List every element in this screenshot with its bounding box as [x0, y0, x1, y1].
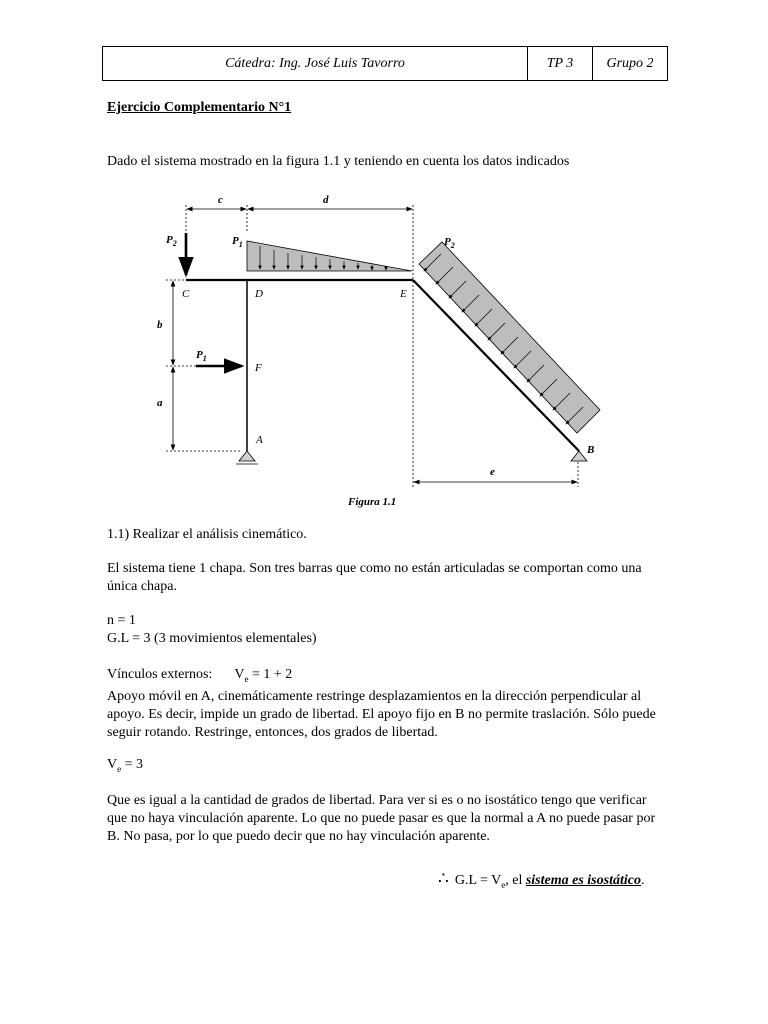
- question-1-1: 1.1) Realizar el análisis cinemático.: [107, 527, 307, 542]
- intro-text: Dado el sistema mostrado en la figura 1.1 y teniendo en cuenta los datos indicados: [107, 154, 570, 169]
- node-e: E: [400, 288, 407, 300]
- therefore-symbol: ∴: [438, 869, 449, 888]
- chapa-text: El sistema tiene 1 chapa. Son tres barras que como no están articuladas se comportan como una única chapa.: [107, 561, 642, 594]
- header-tp: TP 3: [528, 47, 593, 80]
- label-p1-top: $P_1$: [232, 235, 243, 249]
- label-p1-mid: $P_1$: [196, 349, 207, 363]
- header-grupo: Grupo 2: [606, 55, 654, 71]
- vinculos-label: Vínculos externos:: [107, 667, 213, 682]
- conclusion-result: sistema es isostático: [525, 873, 641, 888]
- node-f: F: [255, 362, 262, 374]
- gl-value: G.L = 3 (3 movimientos elementales): [107, 631, 317, 646]
- node-b: B: [587, 444, 595, 456]
- conclusion: ∴ $G.L = V_e$, el sistema es isostático.: [438, 869, 645, 890]
- distributed-load-top: [247, 241, 412, 271]
- label-p2-left: $P_2$: [166, 234, 177, 248]
- dim-b-label: b: [157, 319, 163, 331]
- dim-e-label: e: [490, 466, 495, 478]
- distributed-load-incline: [419, 242, 600, 433]
- node-c: C: [182, 288, 190, 300]
- isostatic-text: Que es igual a la cantidad de grados de libertad. Para ver si es o no isostático tengo que verificar que no haya vinculación aparente. Lo que no puede pasar es que la normal a A no puede pasar por B. No pasa, por lo que puedo decir que no hay vinculación aparente.: [107, 793, 656, 844]
- vinculos-value: $V_e = 1 + 2$: [234, 667, 293, 684]
- label-p2-right: $P_2$: [444, 236, 455, 250]
- dim-d-label: d: [323, 194, 329, 206]
- node-d: D: [255, 288, 263, 300]
- exercise-title: Ejercicio Complementario N°1: [107, 100, 292, 115]
- support-b: [571, 451, 587, 461]
- header-catedra: Cátedra: Ing. José Luis Tavorro: [103, 47, 528, 80]
- figure-caption: Figura 1.1: [348, 496, 397, 508]
- n-value: n = 1: [107, 613, 136, 628]
- dim-c-label: c: [218, 194, 223, 206]
- vinculos-text: Apoyo móvil en A, cinemáticamente restringe desplazamientos en la dirección perpendicular al apoyo. Es decir, impide un grado de libertad. El apoyo fijo en B no permite traslación. Sólo puede seguir rotando. Restringe, entonces, dos grados de libertad.: [107, 688, 656, 740]
- support-a: [236, 451, 258, 464]
- node-a: A: [256, 434, 263, 446]
- vinculos-section: [107, 666, 667, 742]
- dim-a-label: a: [157, 397, 163, 409]
- ve-value: $V_e = 3$: [107, 757, 144, 774]
